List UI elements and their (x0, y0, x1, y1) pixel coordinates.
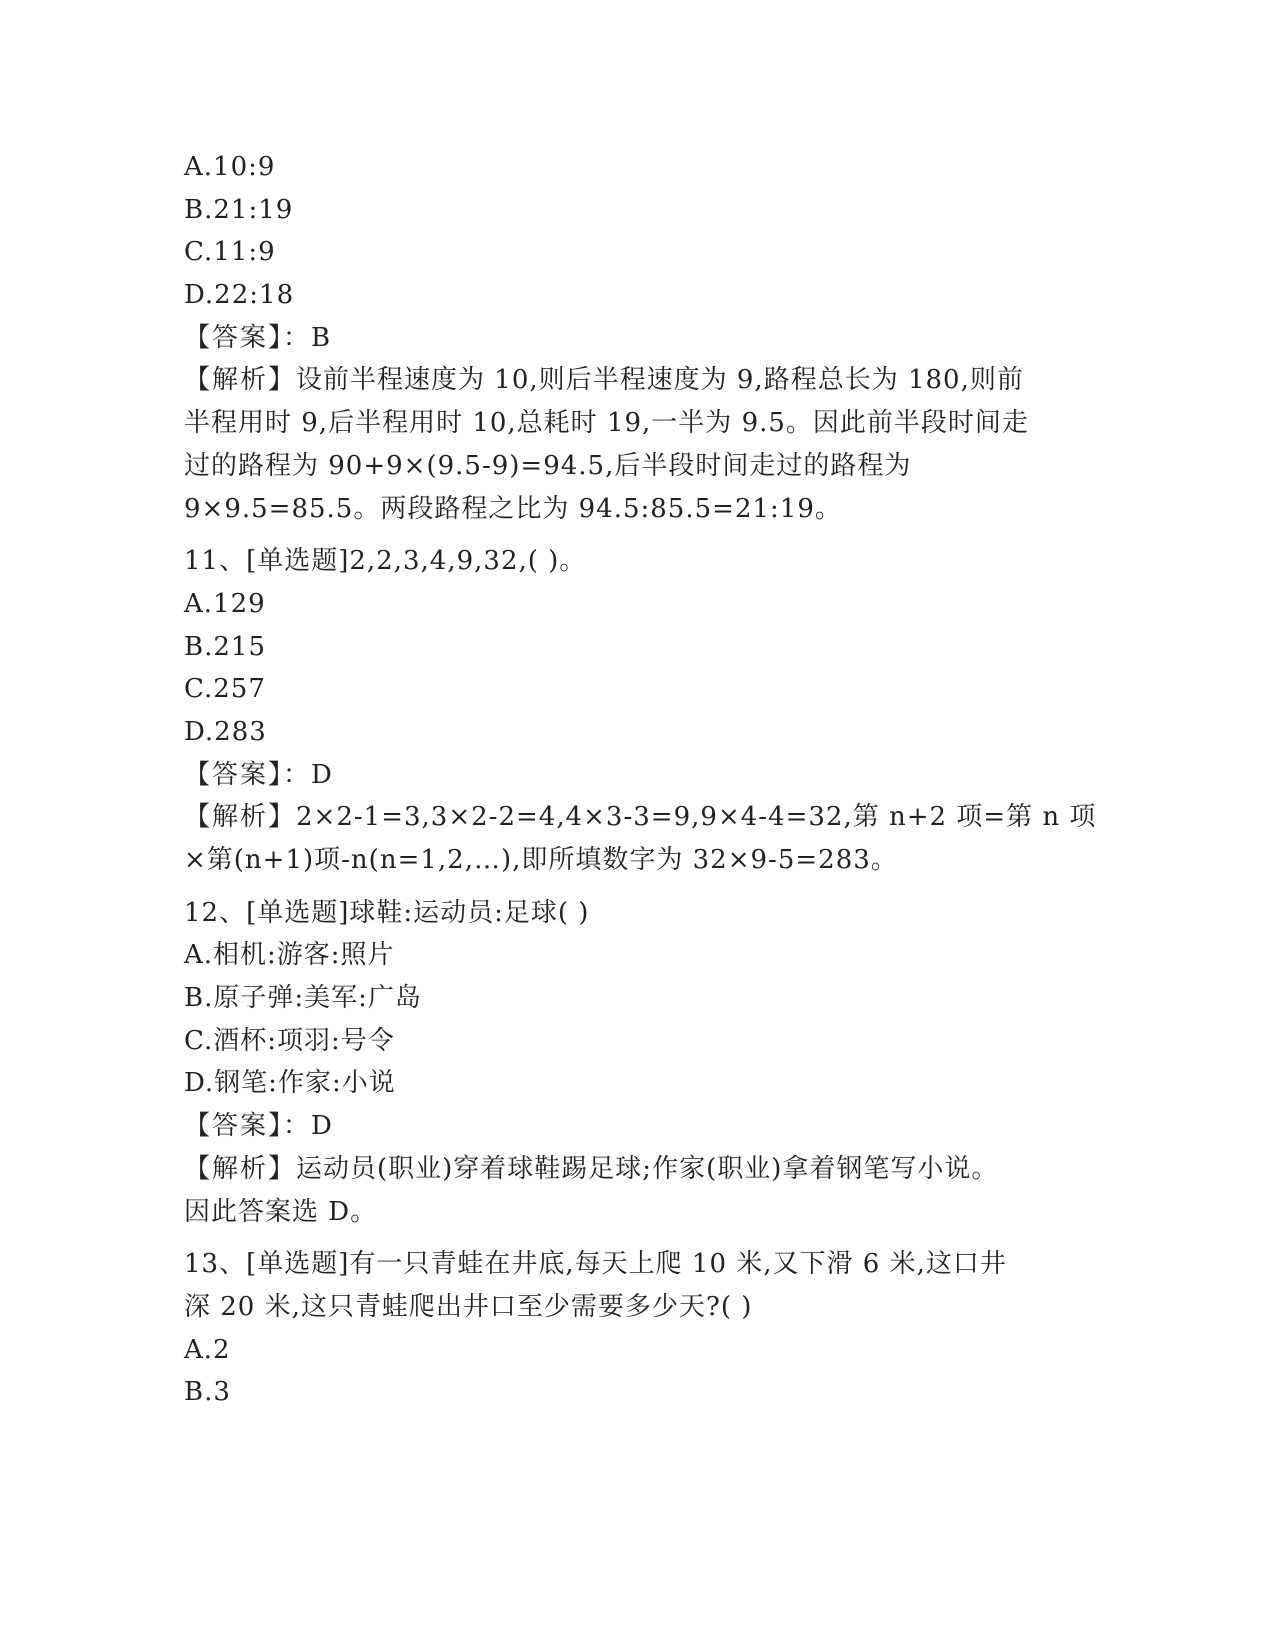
question-13-block (184, 1243, 1094, 1414)
answer-value: D (311, 759, 333, 790)
question-spacer (184, 530, 1094, 540)
analysis-line: 过的路程为 90+9×(9.5-9)=94.5,后半段时间走过的路程为 (184, 450, 912, 481)
document-page (184, 146, 1097, 1414)
answer-tag: 【答案】： (184, 759, 312, 790)
option-a: A.129 (184, 588, 266, 619)
answer-value: D (311, 1111, 333, 1142)
option-a: A.2 (184, 1334, 231, 1365)
answer-value: B (311, 322, 332, 353)
option-d: D.283 (184, 716, 267, 747)
option-b: B.21:19 (184, 194, 294, 225)
analysis-text: 2×2-1=3,3×2-2=4,4×3-3=9,9×4-4=32,第 n+2 项=第 n 项 (296, 802, 1097, 833)
analysis-tag: 【解析】 (184, 1153, 297, 1184)
analysis-tag: 【解析】 (184, 802, 297, 833)
answer-tag: 【答案】： (184, 322, 312, 353)
question-text: 12、[单选题]球鞋:运动员:足球( ) (184, 897, 590, 928)
analysis-text: 运动员(职业)穿着球鞋踢足球;作家(职业)拿着钢笔写小说。 (296, 1153, 999, 1184)
option-c: C.酒杯:项羽:号令 (184, 1025, 395, 1056)
question-spacer (184, 1233, 1094, 1243)
question-10-block (184, 146, 1094, 530)
option-a: A.相机:游客:照片 (184, 940, 395, 971)
option-d: D.22:18 (184, 280, 295, 311)
option-c: C.257 (184, 674, 266, 705)
question-text: 13、[单选题]有一只青蛙在井底,每天上爬 10 米,又下滑 6 米,这口井 (184, 1249, 1007, 1280)
question-11-block (184, 540, 1097, 882)
analysis-text: 设前半程速度为 10,则后半程速度为 9,路程总长为 180,则前 (296, 365, 1024, 396)
analysis-line: ×第(n+1)项-n(n=1,2,…),即所填数字为 32×9-5=283。 (184, 845, 898, 875)
question-text: 深 20 米,这只青蛙爬出井口至少需要多少天?( ) (184, 1291, 753, 1322)
option-c: C.11:9 (184, 237, 276, 268)
analysis-line (184, 796, 1097, 839)
question-text: 11、[单选题]2,2,3,4,9,32,( )。 (184, 546, 587, 577)
answer-line (184, 317, 1094, 360)
answer-tag: 【答案】： (184, 1111, 312, 1142)
analysis-line (184, 359, 1094, 402)
analysis-tag: 【解析】 (184, 365, 297, 396)
option-b: B.原子弹:美军:广岛 (184, 983, 422, 1014)
answer-line (184, 1105, 1094, 1148)
analysis-line: 半程用时 9,后半程用时 10,总耗时 19,一半为 9.5。因此前半段时间走 (184, 408, 1029, 439)
option-a: A.10:9 (184, 152, 276, 182)
option-b: B.215 (184, 631, 266, 662)
answer-line (184, 754, 1094, 797)
question-12-block (184, 892, 1094, 1234)
analysis-line: 因此答案选 D。 (184, 1196, 378, 1227)
analysis-line (184, 1148, 1094, 1191)
option-d: D.钢笔:作家:小说 (184, 1068, 396, 1099)
option-b: B.3 (184, 1377, 231, 1408)
analysis-line: 9×9.5=85.5。两段路程之比为 94.5:85.5=21:19。 (184, 493, 842, 524)
question-spacer (184, 882, 1094, 892)
